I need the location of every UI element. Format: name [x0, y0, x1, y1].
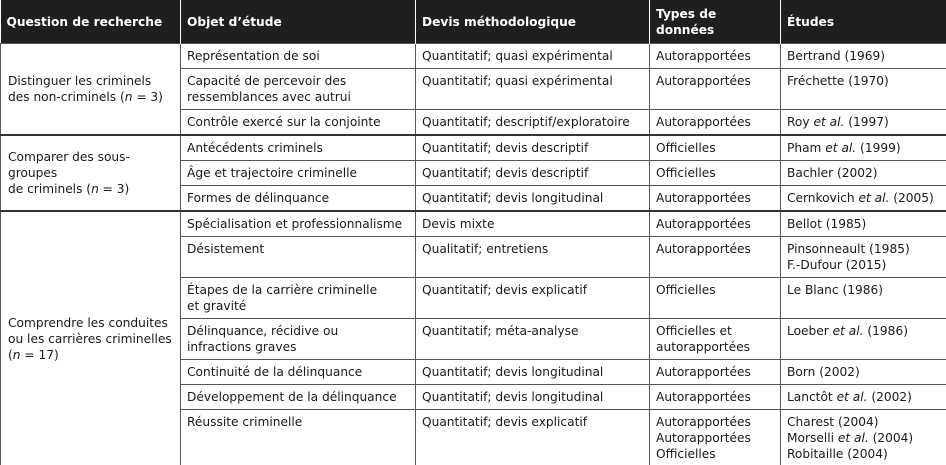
etudes-cell [781, 278, 946, 319]
question-line: ou les carrières criminelles [8, 332, 172, 347]
types-cell: Autorapportées [650, 385, 781, 410]
question-line: Comparer des sous-groupes [8, 150, 130, 180]
study-text: Loeber [787, 324, 833, 338]
study-text: Lanctôt [787, 390, 837, 404]
types-cell: Officielles [650, 135, 781, 161]
etudes-cell [781, 69, 946, 110]
table-row [1, 135, 946, 161]
objet-cell: Antécédents criminels [181, 135, 416, 161]
objet-cell: Âge et trajectoire criminelle [181, 161, 416, 186]
etudes-cell [781, 186, 946, 212]
devis-cell: Quantitatif; descriptif/exploratoire [416, 110, 650, 136]
question-count: = 3) [98, 182, 130, 196]
objet-cell: Étapes de la carrière criminelle et gravité [181, 278, 416, 319]
study-text: (2005) [889, 191, 934, 205]
types-cell: Officielles et autorapportées [650, 319, 781, 360]
study-text: Fréchette (1970) [787, 74, 889, 88]
table-header [1, 0, 946, 44]
objet-cell: Représentation de soi [181, 44, 416, 69]
etudes-cell [781, 237, 946, 278]
devis-cell: Quantitatif; devis longitudinal [416, 360, 650, 385]
devis-cell: Quantitatif; méta-analyse [416, 319, 650, 360]
devis-cell: Quantitatif; devis explicatif [416, 410, 650, 465]
study-text: (2004) [868, 431, 914, 445]
table-row [1, 211, 946, 237]
study-text: Le Blanc (1986) [787, 283, 883, 297]
etal-text: et al. [858, 191, 890, 205]
devis-cell: Qualitatif; entretiens [416, 237, 650, 278]
types-cell: Autorapportées [650, 69, 781, 110]
study-text: F.-Dufour (2015) [787, 258, 887, 272]
etal-text: et al. [832, 324, 864, 338]
devis-cell: Quantitatif; devis longitudinal [416, 385, 650, 410]
study-text: Charest (2004) [787, 415, 879, 429]
etudes-cell [781, 360, 946, 385]
etal-text: et al. [836, 390, 868, 404]
question-text: ( [8, 348, 13, 363]
objet-cell: Développement de la délinquance [181, 385, 416, 410]
question-line: Distinguer les criminels [8, 74, 152, 88]
devis-cell: Quantitatif; devis explicatif [416, 278, 650, 319]
study-text: Morselli [787, 431, 838, 445]
header-row [1, 0, 946, 44]
types-cell: Autorapportées [650, 44, 781, 69]
question-count: = 3) [132, 90, 163, 104]
objet-cell: Continuité de la délinquance [181, 360, 416, 385]
types-cell: Autorapportées [650, 110, 781, 136]
question-line: Comprendre les conduites [8, 316, 168, 331]
objet-cell: Réussite criminelle [181, 410, 416, 465]
etudes-cell [781, 44, 946, 69]
etudes-cell [781, 410, 946, 465]
question-cell [1, 135, 181, 211]
question-n: n [124, 90, 133, 104]
etudes-cell [781, 135, 946, 161]
study-text: (1986) [863, 324, 908, 338]
types-cell: Autorapportées [650, 186, 781, 212]
objet-cell: Délinquance, récidive ou infractions graves [181, 319, 416, 360]
study-text: Bellot (1985) [787, 217, 867, 231]
table-row [1, 44, 946, 69]
question-count: = 17) [20, 348, 59, 363]
types-cell: Officielles [650, 161, 781, 186]
header-etudes: Études [781, 0, 946, 44]
etudes-cell [781, 385, 946, 410]
objet-cell: Capacité de percevoir des ressemblances avec autrui [181, 69, 416, 110]
etudes-cell [781, 110, 946, 136]
devis-cell: Quantitatif; devis descriptif [416, 135, 650, 161]
question-n: n [91, 182, 99, 196]
study-text: Bachler (2002) [787, 166, 878, 180]
devis-cell: Quantitatif; devis descriptif [416, 161, 650, 186]
question-text: des non-criminels ( [8, 90, 125, 104]
header-objet: Objet d’étude [181, 0, 416, 44]
types-cell: Autorapportées Autorapportées Officielles [650, 410, 781, 465]
question-cell [1, 44, 181, 136]
devis-cell: Quantitatif; quasi expérimental [416, 44, 650, 69]
types-cell: Autorapportées [650, 211, 781, 237]
types-cell: Officielles [650, 278, 781, 319]
types-cell: Autorapportées [650, 237, 781, 278]
study-text: Bertrand (1969) [787, 49, 885, 63]
study-text: Roy [787, 115, 814, 129]
objet-cell: Spécialisation et professionnalisme [181, 211, 416, 237]
devis-cell: Devis mixte [416, 211, 650, 237]
study-text: (1997) [844, 115, 889, 129]
etudes-cell [781, 319, 946, 360]
etal-text: et al. [837, 431, 869, 445]
devis-cell: Quantitatif; quasi expérimental [416, 69, 650, 110]
study-text: Cernkovich [787, 191, 859, 205]
objet-cell: Contrôle exercé sur la conjointe [181, 110, 416, 136]
study-text: (2002) [867, 390, 912, 404]
devis-cell: Quantitatif; devis longitudinal [416, 186, 650, 212]
objet-cell: Désistement [181, 237, 416, 278]
etal-text: et al. [825, 141, 857, 155]
objet-cell: Formes de délinquance [181, 186, 416, 212]
study-text: Born (2002) [787, 365, 860, 379]
etal-text: et al. [813, 115, 845, 129]
etudes-cell [781, 211, 946, 237]
study-text: (1999) [856, 141, 901, 155]
etudes-cell [781, 161, 946, 186]
study-text: Robitaille (2004) [787, 447, 888, 461]
study-text: Pinsonneault (1985) [787, 242, 910, 256]
header-question: Question de recherche [1, 0, 181, 44]
question-cell [1, 211, 181, 465]
study-text: Pham [787, 141, 826, 155]
table-body [1, 44, 946, 465]
question-text: de criminels ( [8, 182, 92, 196]
types-cell: Autorapportées [650, 360, 781, 385]
header-types: Types de données [650, 0, 781, 44]
header-devis: Devis méthodologique [416, 0, 650, 44]
question-n: n [12, 348, 21, 363]
